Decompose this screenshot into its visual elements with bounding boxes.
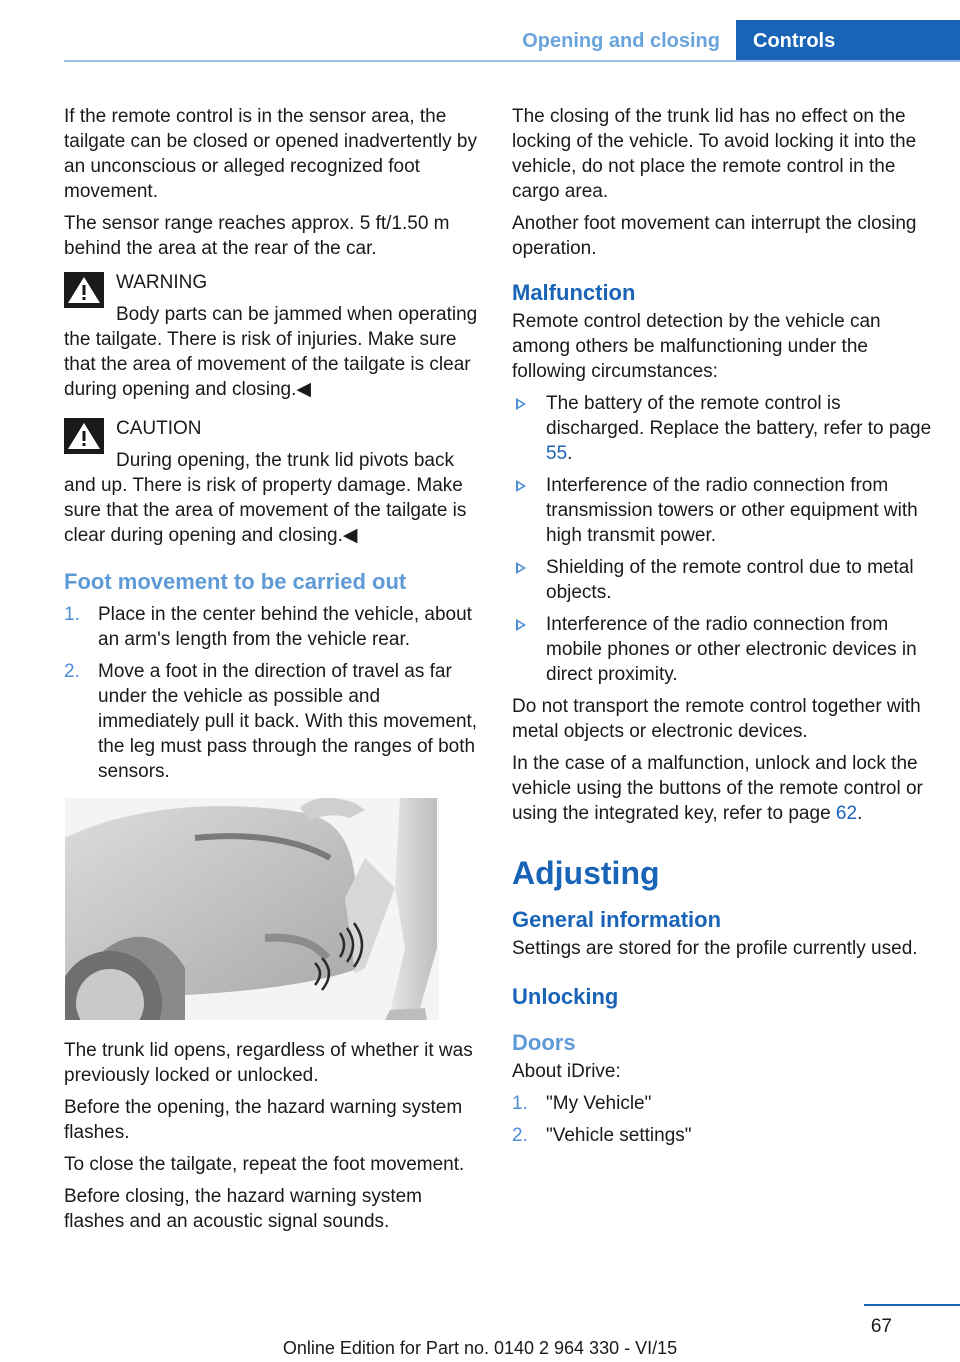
car-rear-foot-illustration — [65, 798, 439, 1020]
paragraph: If the remote control is in the sensor area, the tailgate can be closed or opened inadvertently by an unconscious or alleged recognized foot movement. — [64, 106, 477, 202]
caution-triangle-icon — [64, 418, 104, 454]
step-text: "Vehicle settings" — [546, 1125, 692, 1146]
doors-steps — [512, 1091, 932, 1148]
page-number: 67 — [870, 1316, 892, 1337]
paragraph: Settings are stored for the profile currently used. — [512, 938, 918, 959]
step-number: 1. — [64, 604, 80, 625]
malfunction-list — [512, 391, 932, 687]
warning-body: Body parts can be jammed when operating the tailgate. There is risk of injuries. Make sure that the area of movement of the tailgate is clear during opening and closing.◀ — [64, 304, 478, 400]
bullet-triangle-icon — [516, 619, 526, 631]
list-item — [512, 1091, 932, 1116]
paragraph: The trunk lid opens, regardless of whether it was previously locked or unlocked. — [64, 1040, 473, 1086]
paragraph-tail: . — [857, 803, 863, 824]
list-item-text: The battery of the remote control is discharged. Replace the battery, refer to page — [546, 393, 932, 439]
page-header — [0, 0, 960, 64]
warning-triangle-icon — [64, 272, 104, 308]
warning-notice — [64, 270, 482, 402]
paragraph: Before closing, the hazard warning system flashes and an acoustic signal sounds. — [64, 1186, 423, 1232]
list-item-text: Interference of the radio connection from transmission towers or other equipment with high transmit power. — [546, 475, 918, 546]
foot-movement-heading: Foot movement to be carried out — [64, 569, 407, 594]
unlocking-heading: Unlocking — [512, 984, 619, 1009]
doors-heading: Doors — [512, 1030, 576, 1055]
paragraph: Before the opening, the hazard warning system flashes. — [64, 1097, 463, 1143]
list-item-text: Interference of the radio connection from mobile phones or other electronic devices in direct proximity. — [546, 614, 917, 685]
step-text: Place in the center behind the vehicle, about an arm's length from the vehicle rear. — [98, 604, 472, 650]
page-reference-link[interactable]: 55 — [546, 443, 568, 464]
page-reference-link[interactable]: 62 — [835, 803, 858, 824]
step-number: 2. — [512, 1125, 528, 1146]
footer-rule — [864, 1304, 960, 1306]
caution-notice — [64, 416, 482, 548]
foot-movement-steps — [64, 602, 482, 784]
step-number: 1. — [512, 1093, 528, 1114]
list-item — [512, 473, 932, 548]
general-information-heading: General information — [512, 907, 722, 932]
tailgate-foot-sensor-illustration — [65, 798, 439, 1020]
list-item-text: Shielding of the remote control due to metal objects. — [546, 557, 914, 603]
header-chapter-tab: Controls — [736, 20, 960, 62]
list-item — [64, 659, 482, 784]
bullet-triangle-icon — [516, 398, 526, 410]
paragraph: About iDrive: — [512, 1061, 621, 1082]
paragraph: Do not transport the remote control together with metal objects or electronic devices. — [512, 696, 921, 742]
list-item-tail: . — [567, 443, 573, 464]
paragraph: The sensor range reaches approx. 5 ft/1.50 m behind the area at the rear of the car. — [64, 213, 450, 259]
header-rule — [64, 60, 960, 62]
left-column — [64, 104, 482, 1241]
right-column — [512, 104, 932, 1155]
warning-title: WARNING — [116, 272, 208, 293]
bullet-triangle-icon — [516, 480, 526, 492]
paragraph: To close the tailgate, repeat the foot movement. — [64, 1154, 465, 1175]
paragraph-text: In the case of a malfunction, unlock and lock the vehicle using the buttons of the remote control or using the integrated key, refer to page — [512, 753, 923, 824]
caution-title: CAUTION — [116, 418, 202, 439]
paragraph: Remote control detection by the vehicle can among others be malfunctioning under the following circumstances: — [512, 311, 881, 382]
list-item — [64, 602, 482, 652]
list-item — [512, 1123, 932, 1148]
paragraph — [512, 751, 932, 826]
adjusting-heading: Adjusting — [512, 855, 660, 891]
paragraph: Another foot movement can interrupt the closing operation. — [512, 213, 917, 259]
header-section-label: Opening and closing — [522, 30, 720, 52]
list-item — [512, 612, 932, 687]
step-number: 2. — [64, 661, 80, 682]
caution-body: During opening, the trunk lid pivots back and up. There is risk of property damage. Make sure that the area of movement of the tailgate is clear during opening and closing.◀ — [64, 450, 467, 546]
step-text: "My Vehicle" — [546, 1093, 652, 1114]
list-item — [512, 555, 932, 605]
list-item — [512, 391, 932, 466]
edition-note: Online Edition for Part no. 0140 2 964 330 - VI/15 — [282, 1338, 678, 1358]
step-text: Move a foot in the direction of travel as far under the vehicle as possible and immediately pull it back. With this movement, the leg must pass through the ranges of both sensors. — [98, 661, 478, 782]
paragraph: The closing of the trunk lid has no effect on the locking of the vehicle. To avoid locking it into the vehicle, do not place the remote control in the cargo area. — [512, 106, 917, 202]
malfunction-heading: Malfunction — [512, 280, 636, 305]
bullet-triangle-icon — [516, 562, 526, 574]
